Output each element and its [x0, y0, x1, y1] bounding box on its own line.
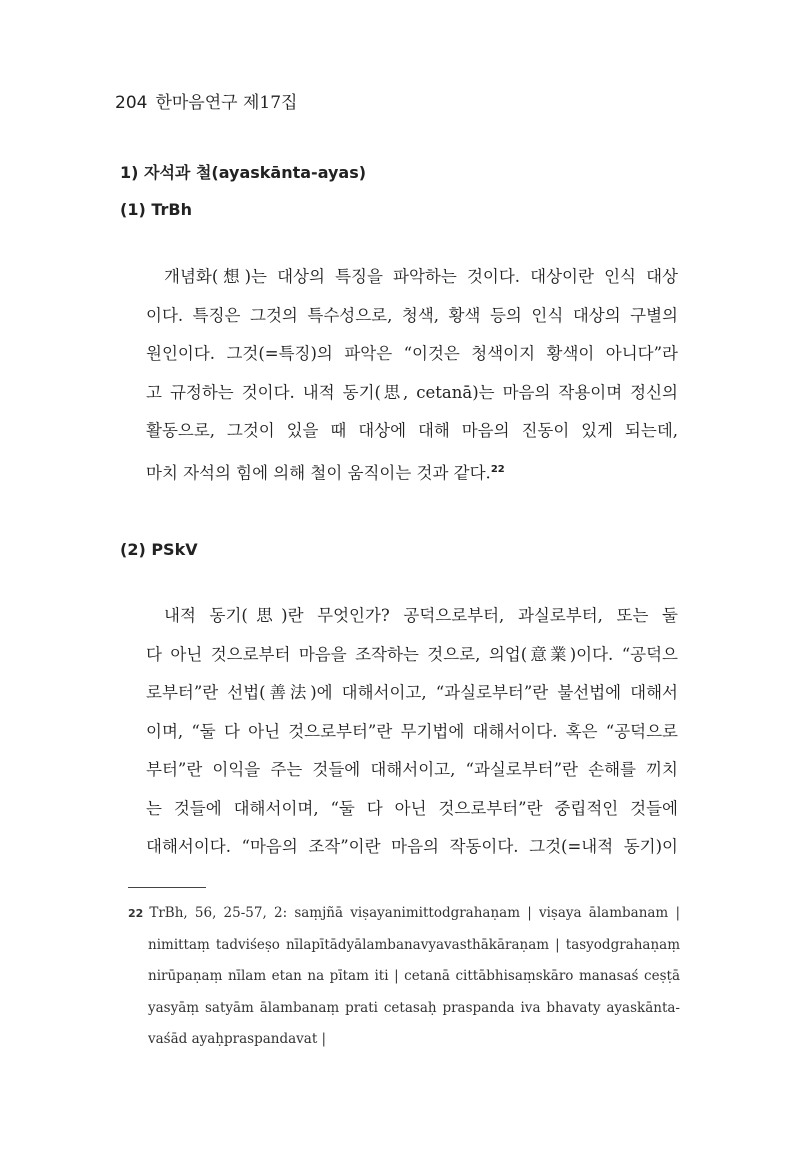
footnote-reference[interactable]: 22	[490, 463, 505, 475]
footnote-line: nirūpaṇaṃ nīlam etan na pītam iti | cetanā cittābhisaṃskāro manasaś ceṣṭā	[148, 968, 680, 984]
page-number: 204	[115, 93, 148, 113]
paragraph-line: 개념화(想)는 대상의 특징을 파악하는 것이다. 대상이란 인식 대상	[164, 267, 678, 286]
paragraph-pskv	[146, 597, 678, 867]
subsection-heading-trbh: (1) TrBh	[120, 200, 192, 219]
paragraph-line: 대해서이다. “마음의 조작”이란 마음의 작동이다. 그것(=내적 동기)이	[146, 837, 678, 856]
footnote-22	[128, 898, 680, 1056]
paragraph-line: 로부터”란 선법(善法)에 대해서이고, “과실로부터”란 불선법에 대해서	[146, 683, 678, 702]
paragraph-line: 활동으로, 그것이 있을 때 대상에 대해 마음의 진동이 있게 되는데,	[146, 421, 678, 440]
running-header	[115, 88, 297, 113]
footnote-line	[128, 898, 680, 930]
footnote-number: 22	[128, 907, 144, 920]
paragraph-line: 는 것들에 대해서이며, “둘 다 아닌 것으로부터”란 중립적인 것들에	[146, 798, 678, 818]
paragraph-line: 고 규정하는 것이다. 내적 동기(思, cetanā)는 마음의 작용이며 정신의	[146, 382, 678, 402]
footnote-line: vaśād ayaḥpraspandavat |	[148, 1031, 327, 1047]
footnote-separator	[128, 887, 206, 888]
footnote-line: yasyāṃ satyām ālambanaṃ prati cetasaḥ praspanda iva bhavaty ayaskānta-	[148, 999, 680, 1016]
footnote-line: nimittaṃ tadviśeṣo nīlapītādyālambanavyavasthākāraṇam | tasyodgrahaṇaṃ	[148, 936, 680, 953]
paragraph-trbh	[146, 258, 678, 493]
paragraph-line: 원인이다. 그것(=특징)의 파악은 “이것은 청색이지 황색이 아니다”라	[146, 344, 678, 363]
paragraph-line: 이며, “둘 다 아닌 것으로부터”란 무기법에 대해서이다. 혹은 “공덕으로	[146, 721, 678, 741]
paragraph-line-last	[146, 451, 678, 493]
subsection-heading-pskv: (2) PSkV	[120, 540, 198, 559]
footnote-text: TrBh, 56, 25-57, 2: saṃjñā viṣayanimittodgrahaṇam | viṣaya ālambanam |	[149, 905, 680, 921]
paragraph-line: 다 아닌 것으로부터 마음을 조작하는 것으로, 의업(意業)이다. “공덕으	[146, 644, 678, 664]
journal-title: 한마음연구 제17집	[155, 93, 298, 113]
paragraph-line-text: 마치 자석의 힘에 의해 철이 움직이는 것과 같다.	[146, 463, 491, 482]
paragraph-line: 내적 동기(思)란 무엇인가? 공덕으로부터, 과실로부터, 또는 둘	[164, 606, 678, 625]
paragraph-line: 이다. 특징은 그것의 특수성으로, 청색, 황색 등의 인식 대상의 구별의	[146, 305, 678, 325]
section-heading-1: 1) 자석과 철(ayaskānta-ayas)	[120, 163, 367, 182]
paragraph-line: 부터”란 이익을 주는 것들에 대해서이고, “과실로부터”란 손해를 끼치	[146, 760, 678, 779]
